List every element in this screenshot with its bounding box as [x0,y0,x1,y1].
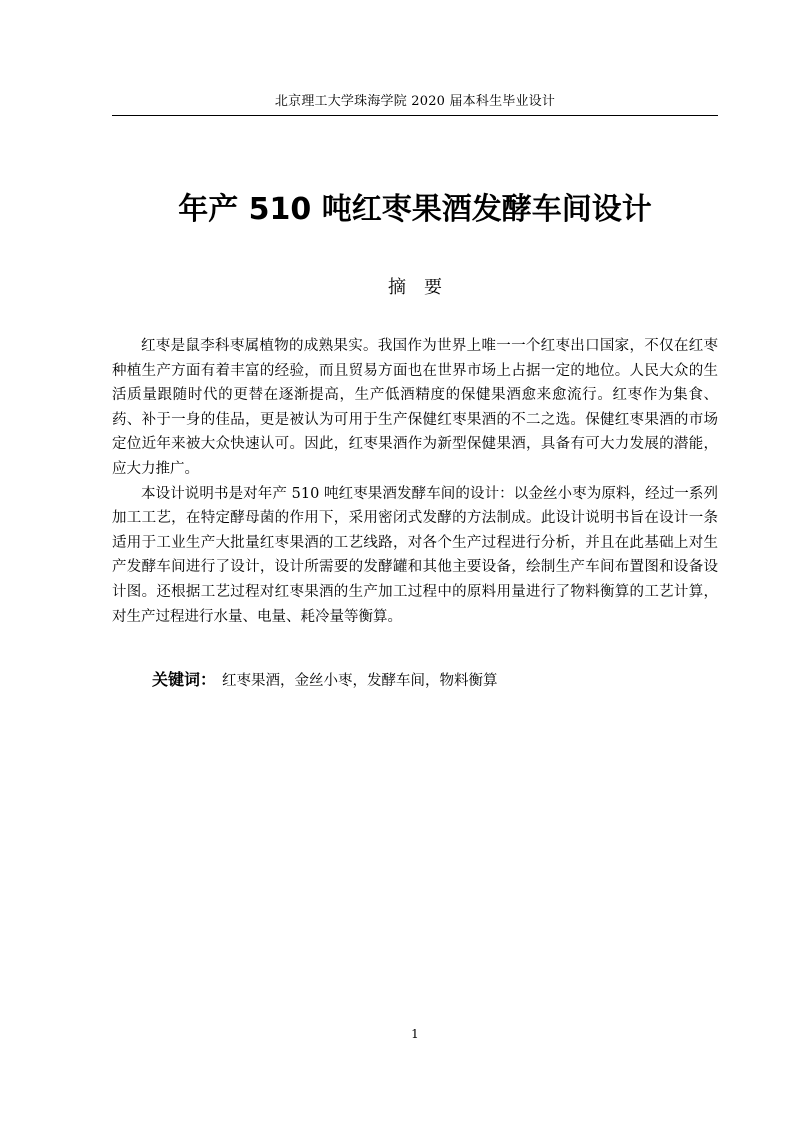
header-rule [112,115,718,116]
page-header: 北京理工大学珠海学院 2020 届本科生毕业设计 [274,94,556,109]
abstract-heading: 摘要 [388,277,460,298]
document-title: 年产 510 吨红枣果酒发酵车间设计 [178,192,652,227]
abstract-paragraph-2: 本设计说明书是对年产 510 吨红枣果酒发酵车间的设计：以金丝小枣为原料，经过一系列加工工艺，在特定酵母菌的作用下，采用密闭式发酵的方法制成。此设计说明书旨在设计一条适用于工业生产大批量红枣果酒的工艺线路，对各个生产过程进行分析，并且在此基础上对生产发酵车间进行了设计，设计所需要的发酵罐和其他主要设备，绘制生产车间布置图和设备设计图。还根据工艺过程对红枣果酒的生产加工过程中的原料用量进行了物料衡算的工艺计算，对生产过程进行水量、电量、耗冷量等衡算。 [112,485,718,625]
page-number: 1 [411,1027,419,1041]
keywords-line [152,668,718,693]
abstract-body [112,334,718,629]
keywords-text: 红枣果酒，金丝小枣，发酵车间，物料衡算 [222,673,498,689]
abstract-paragraph-1: 红枣是鼠李科枣属植物的成熟果实。我国作为世界上唯一一个红枣出口国家，不仅在红枣种植生产方面有着丰富的经验，而且贸易方面也在世界市场上占据一定的地位。人民大众的生活质量跟随时代的更替在逐渐提高，生产低酒精度的保健果酒愈来愈流行。红枣作为集食、药、补于一身的佳品，更是被认为可用于生产保健红枣果酒的不二之选。保健红枣果酒的市场定位近年来被大众快速认可。因此，红枣果酒作为新型保健果酒，具备有可大力发展的潜能，应大力推广。 [112,338,718,477]
keywords-label: 关键词： [152,670,217,689]
